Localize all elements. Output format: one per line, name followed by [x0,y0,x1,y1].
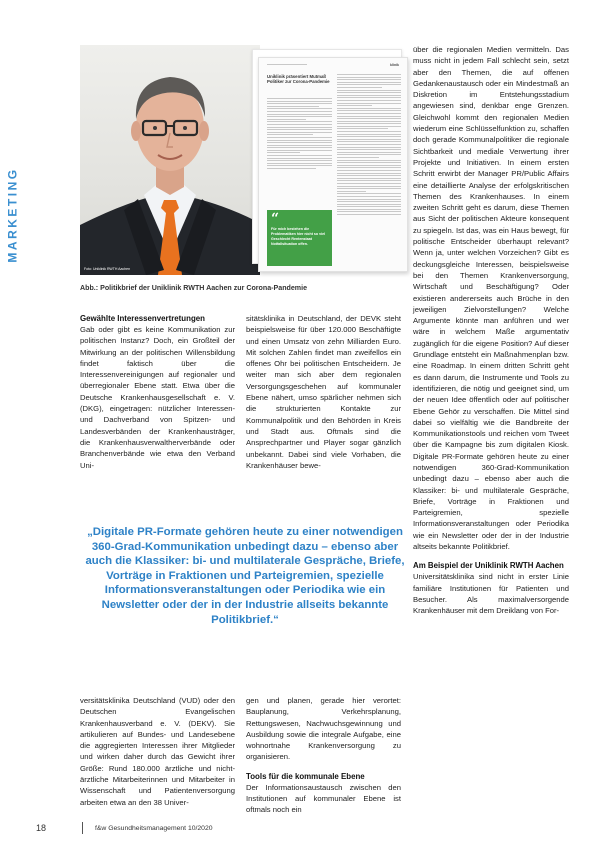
column-2-bottom [246,695,401,816]
paragraph: über die regionalen Medien vermitteln. Das muss nicht in jedem Fall schlecht sein, setzt aber den Themen, die auf offenen Gedankenaustausch oder ein Mindestmaß an Diskretion im Entstehungsstadium angewiesen sind, denkbar enge Grenzen. Gleichwohl kommt den regionalen Medien wiederum eine Schlüsselfunktion zu, schaffen doch gerade Kommunalpolitiker die regionale Sichtbarkeit und mediale Verwertung ihrer Projekte und Initiativen. In einem ersten Schritt erwirbt der Manager PR/Public Affairs eine detaillierte Analyse der erfolgskritischen Themen des Krankenhauses. In einem zweiten Schritt geht es darum, diese Themen aus Sicht der politischen Akteure konsequent zu spiegeln. Ist das, was ein Haus bewegt, für politische Entscheider überhaupt relevant? Wenn ja, unter welchen Vorzeichen? Gibt es deckungsgleiche Interessen, beispielsweise bei den Themen Krankenversorgung, Wirtschaft und Beschäftigung? Oder existieren andererseits auch Brüche in den jeweiligen Zielvorstellungen? Welche Argumente könnte man anführen und wer wäre in welchem Maße argumentativ zugänglich für die eigene Position? Auf dieser Grundlage entsteht ein Maßnahmenplan bzw. eine Roadmap. In einem dritten Schritt geht es dann darum, die Instrumente und Tools zu identifizieren, die nötig und geeignet sind, um der neuen Idee öffentlich oder auf politischer Ebene Gehör zu verschaffen. Die Mittel sind dabei so vielfältig wie die Bandbreite der Kommunikationstools und reichen vom Tweet über die Kampagne bis zum digitalen Kiosk. Digitale PR-Formate gehören heute zu einer notwendigen 360-Grad-Kommunikation unbedingt dazu – ebenso aber auch die Klassiker: bi- und multilaterale Gespräche, Briefe, Vorträge in Fraktionen und Parteigremien, spezielle Informationsveranstaltungen oder Periodika wie ein Newsletter oder der in der Industrie altseits bekannte Politikbrief. [413,45,569,552]
portrait-photo [80,45,260,275]
photo-credit: Foto: Uniklinik RWTH Aachen [84,266,131,271]
paragraph: versitätsklinika Deutschland (VUD) oder den Deutschen Evangelischen Krankenhausverband e. V. (DEKV). Sie artikulieren auf Bundes- und Landesebene die aggregierten Interessen ihrer Mitglieder und wirken daher durch das Gewicht ihrer Größe: Rund 180.000 ärztliche und nicht-ärztliche Mitarbeiterinnen und Mitarbeiter in Wissenschaft und Patientenversorgung arbeiten etwa an den 38 Univer- [80,696,235,807]
paragraph: gen und planen, gerade hier verortet: Bauplanung, Verkehrsplanung, Rettungswesen, Nachwuchsgewinnung und Ausbildung sowie die integrale Aufgabe, eine wohnortnahe Krankenversorgung zu organisieren. [246,696,401,762]
doc-text-lines-right [337,74,401,217]
doc-header [267,62,399,67]
pull-quote: „Digitale PR-Formate gehören heute zu einer notwendigen 360-Grad-Kommunikation unbedingt dazu – ebenso aber auch die Klassiker: bi- und multilaterale Gespräche, Briefe, Vorträge in Fraktionen und Parteigremien, spezielle Informationsveranstaltungen oder Periodika wie ein Newsletter oder der in der Industrie allseits bekannte Politikbrief.“ [85,526,405,626]
doc-header-rule [267,64,307,65]
column-3 [413,44,569,617]
column-1-top [80,313,235,471]
subheading-uniklinik-example: Am Beispiel der Uniklinik RWTH Aachen [413,561,564,571]
quote-mark-icon: “ [271,211,280,227]
paragraph: Gab oder gibt es keine Kommunikation zur politischen Instanz? Doch, ein Großteil der Mitwirkung an der politischen Willensbildung findet faktisch über die Interessenvereinigungen auf regionaler und überregionaler Ebene statt. Etwa über die Deutsche Krankenhausgesellschaft e. V. (DKG), eingetragen: nützlicher Interessen- und Dachverband von Spitzen- und Landesverbänden der Krankenhausträger, die Krankenhausverwaltherverbände oder Branchenverbände wie etwa den Verband Uni- [80,325,235,470]
page-number: 18 [36,823,47,833]
journal-name: f&w Gesundheitsmanagement 10/2020 [95,824,213,832]
page-footer [36,822,213,834]
doc-brand: klinik [390,62,399,67]
column-1-bottom [80,695,235,808]
doc-quote-box [267,210,332,266]
political-letter-preview [258,57,408,272]
paragraph: Universitätsklinika sind nicht in erster Linie familiäre Institutionen für Patienten und Besucher. Als maximalversorgende Krankenhäuser mit dem Dreiklang von For- [413,572,569,616]
doc-title: Uniklinik präsentiert Mutmaß Politiker zur Corona-Pandemie [267,74,330,85]
doc-quote-text: Für mich bestehen die Problematiken hier nicht so viel Geschlecht Rentenstaat Notfallsituation offen. [271,227,326,246]
footer-divider [82,822,83,834]
article-figure [80,45,410,275]
figure-caption: Abb.: Politikbrief der Uniklinik RWTH Aachen zur Corona-Pandemie [80,284,308,292]
section-label: MARKETING [6,167,21,263]
portrait-illustration [80,45,260,275]
doc-text-lines-left [267,98,332,171]
column-2-top [246,313,401,471]
paragraph: sitätsklinika in Deutschland, der DEVK steht beispielsweise für über 120.000 Beschäftigte und einen Umsatz von zehn Milliarden Euro. Mit solchen Zahlen findet man zweifellos ein offenes Ohr bei politischen Entscheidern. Je weiter man sich aber dem regionalen Versorgungsgeschehen auf kommunaler Ebene nähert, umso spärlicher nehmen sich die strukturierten Kontakte zur Kommunalpolitik und den Behörden in Kreis und Stadt aus. Oftmals sind die Ansprechpartner und Player sogar gänzlich unbekannt. Dabei sind viele Vorhaben, die Krankenhäuser bewe- [246,314,401,470]
subheading-interest-groups: Gewählte Interessenvertretungen [80,314,205,323]
subheading-tools: Tools für die kommunale Ebene [246,771,365,781]
paragraph: Der Informationsaustausch zwischen den Institutionen auf kommunaler Ebene ist oftmals noch ein [246,782,401,815]
